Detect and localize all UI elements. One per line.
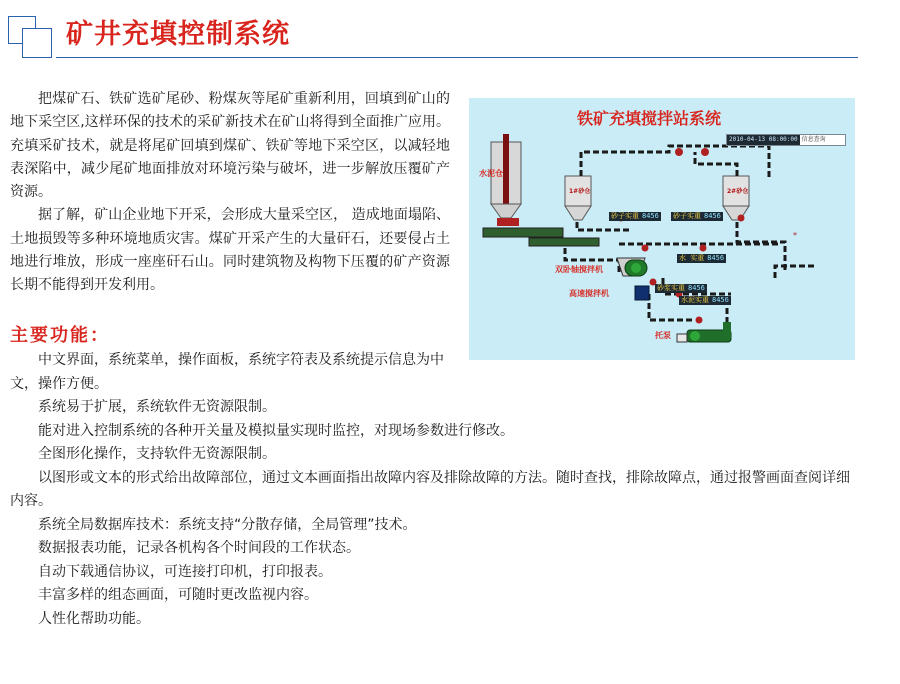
svg-text:*: * <box>793 231 797 240</box>
readout-sand-weight-2: 砂子实重 8456 <box>673 212 721 220</box>
feature-item: 系统易于扩展，系统软件无资源限制。 <box>38 399 276 415</box>
system-diagram <box>469 98 855 360</box>
twin-mixer-drum <box>631 263 641 273</box>
logo-square-front <box>22 28 52 58</box>
pump-wheel <box>690 331 700 341</box>
pipe-right <box>775 266 817 278</box>
cement-feeder <box>497 218 519 226</box>
pipe-sand2 <box>695 152 737 176</box>
monitor-icon <box>677 334 687 342</box>
status-readout: 2010-04-13 08:00:00 <box>729 136 798 143</box>
feature-item: 人性化帮助功能。 <box>38 610 150 627</box>
silo-label-sand2: 2#砂仓 <box>727 188 749 195</box>
label-twin-shaft-mixer: 双卧轴搅拌机 <box>555 265 603 274</box>
logo <box>8 16 54 58</box>
page-title: 矿井充填控制系统 <box>66 19 290 50</box>
readout-mixer-1: 砂浆实重 8456 <box>657 284 705 292</box>
high-speed-mixer <box>635 286 649 300</box>
screw-conveyor-2 <box>529 238 599 246</box>
feature-item: 以图形或文本的形式给出故障部位，通过文本画面指出故障内容及排除故障的方法。随时查找，排除故障点，通过报警画面查阅详细内容。 <box>10 469 850 509</box>
intro-paragraph-1: 把煤矿石、铁矿选矿尾砂、粉煤灰等尾矿重新利用，回填到矿山的地下采空区,这样环保的技术的采矿新技术在矿山将得到全面推广应用。充填采矿技术，就是将尾矿回填到煤矿、铁矿等地下采空区，以减轻地表深陷中，减少尾矿地面排放对环境污染与破坏，进一步解放压覆矿产资源。 <box>10 91 450 201</box>
cement-silo-cone <box>491 204 521 218</box>
features-title: 主要功能： <box>10 325 110 346</box>
status-label: 信息查询 <box>801 136 826 143</box>
feature-item: 能对进入控制系统的各种开关量及模拟量实现时监控，对现场参数进行修改。 <box>38 422 514 439</box>
sand-silo-1-cone <box>565 206 591 220</box>
sand-silo-2-cone <box>723 206 749 220</box>
title-divider <box>56 57 858 58</box>
readout-sand-weight-1: 砂子实重 8456 <box>611 212 659 220</box>
feature-item: 全图形化操作，支持软件无资源限制。 <box>38 446 276 462</box>
diagram-title: 铁矿充填搅拌站系统 <box>577 109 722 128</box>
readout-water: 水 实重 8456 <box>679 254 725 262</box>
feature-item: 丰富多样的组态画面，可随时更改监视内容。 <box>38 587 318 603</box>
feature-item: 系统全局数据库技术：系统支持“分散存储，全局管理”技术。 <box>38 516 417 533</box>
silo-label-sand1: 1#砂仓 <box>569 188 591 195</box>
label-high-speed-mixer: 高速搅拌机 <box>569 289 609 298</box>
status-readout-box <box>726 134 846 146</box>
pipe-top <box>581 146 769 178</box>
intro-section <box>10 88 450 298</box>
intro-paragraph-2: 据了解，矿山企业地下开采，会形成大量采空区， 造成地面塌陷、土地损毁等多种环境地质灾害。煤矿开采产生的大量矸石，还要侵占土地进行堆放，形成一座座矸石山。同时建筑物及构物下压覆的矿产资源长期不能得到开发利用。 <box>10 207 450 294</box>
silo-label-cement: 水泥仓 <box>479 169 503 178</box>
feature-item: 自动下载通信协议，可连接打印机，打印报表。 <box>38 563 332 580</box>
readout-mixer-2: 水泥实重 8456 <box>681 296 729 304</box>
pipe-sand2-down <box>737 222 785 270</box>
label-pump: 托泵 <box>655 331 671 340</box>
features-list <box>10 349 860 631</box>
feature-item: 中文界面，系统菜单，操作面板，系统字符表及系统提示信息为中文，操作方便。 <box>10 352 444 392</box>
screw-conveyor-1 <box>483 228 563 237</box>
feature-item: 数据报表功能，记录各机构各个时间段的工作状态。 <box>38 540 360 556</box>
pipe-sand1-down <box>577 222 629 230</box>
cement-silo-core <box>503 134 509 210</box>
pump-neck <box>723 322 731 338</box>
